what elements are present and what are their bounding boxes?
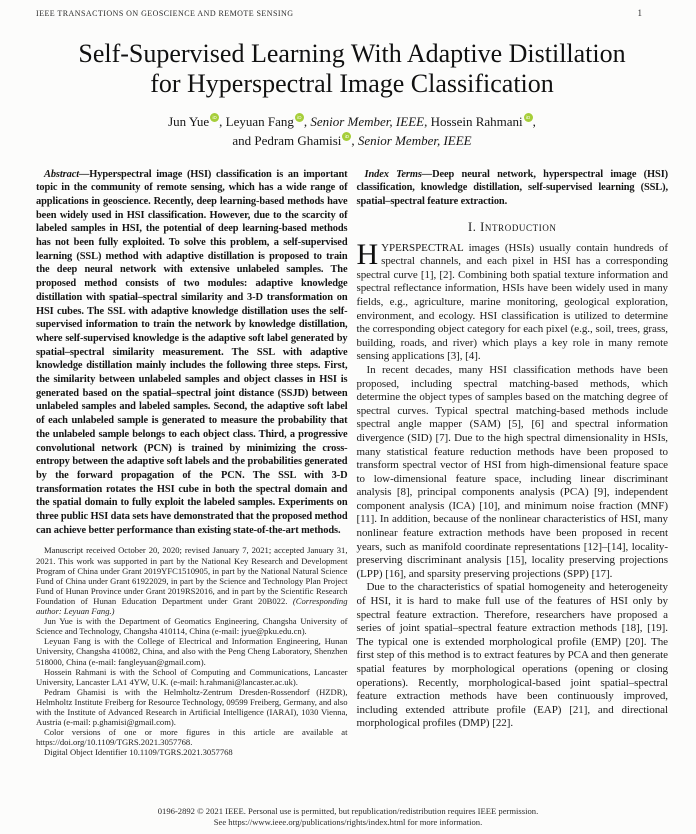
right-column [357, 168, 669, 758]
abstract [36, 168, 348, 538]
author-jun-yue: Jun Yue [168, 113, 210, 129]
author-pedram-ghamisi: and Pedram Ghamisi [232, 132, 342, 148]
index-terms [357, 168, 669, 209]
running-header [36, 8, 668, 18]
index-terms-text: Deep neural network, hyperspectral image (HSI) classification, knowledge distillation, self-supervised learning (SSL), spatial–spectral feature extraction. [356, 168, 669, 207]
index-terms-label: Index Terms— [364, 168, 433, 180]
author-separator: , [219, 113, 226, 129]
intro-paragraph-1-text: YPERSPECTRAL images (HSIs) usually contain hundreds of spectral channels, and each pixel in HSI has a corresponding spectral curve [1], [2]. Combining both spatial texture information and spectral reflectance information, HSIs have been widely used in many fields, e.g., agriculture, marine monitoring, geological exploration, environment, and ecology. HSI classification is utilized to determine the corresponding object category for each pixel (e.g., soil, trees, grass, building, roads, and river) which plays a key role in many remote sensing applications [3], [4]. [356, 241, 668, 363]
orcid-id-glyph: iD [297, 114, 302, 120]
member-title: Senior Member, IEEE [310, 113, 425, 129]
corresponding-author-note: (Corresponding author: Leyuan Fang.) [36, 595, 348, 617]
paper-title [42, 39, 662, 100]
title-line-2: for Hyperspectral Image Classification [150, 69, 554, 99]
section-heading-introduction: I. Introduction [467, 219, 557, 234]
orcid-id-glyph: iD [344, 133, 350, 139]
author-separator: , [532, 113, 536, 129]
intro-paragraph-1 [356, 237, 669, 364]
dropcap-letter: H [356, 237, 379, 271]
footnote-funding [36, 545, 348, 616]
footnote-color-versions: Color versions of one or more figures in this article are available at https://doi.org/10.1109/TGRS.2021.3057768. [36, 727, 348, 748]
footnote-affiliation-hossein-rahmani: Hossein Rahmani is with the School of Computing and Communications, Lancaster University, Lancaster LA1 4YW, U.K. (e-mail: h.rahmani@lancaster.ac.uk). [36, 666, 348, 687]
author-separator: , [424, 113, 431, 129]
orcid-id-glyph: iD [212, 114, 217, 120]
author-leyuan-fang: Leyuan Fang [225, 113, 294, 129]
copyright-line-2: See https://www.ieee.org/publications/rights/index.html for more information. [213, 817, 483, 827]
author-block [36, 113, 668, 151]
orcid-icon[interactable] [524, 113, 533, 122]
abstract-label: Abstract— [44, 168, 90, 180]
two-column-body [36, 168, 668, 758]
abstract-text: Hyperspectral image (HSI) classification is an important topic in the community of remote sensing, which has a wide range of applications in geoscience. Recently, deep learning-based methods have been widely used in HSI classification. However, due to the scarcity of labeled samples in HSI, the potential of deep learning-based methods has not been fully exploited. To solve this problem, a self-supervised learning (SSL) method with adaptive distillation is proposed to train the deep neural network with extensive unlabeled samples. The proposed method consists of two modules: adaptive knowledge distillation with spatial–spectral similarity and 3-D transformation on HSI cubes. The SSL with adaptive knowledge distillation uses the self-supervised information to train the network by knowledge distillation, where self-supervised knowledge is the adaptive soft label generated by spatial–spectral similarity measurement. The SSL with adaptive knowledge distillation mainly includes the following three steps. First, the similarity between unlabeled samples and object classes in HSI is generated based on the spatial–spectral joint distance (SSJD) between unlabeled samples and labeled samples. Second, the adaptive soft label of each unlabeled sample is generated to measure the probability that the unlabeled sample belongs to each object class. Third, a progressive convolutional network (PCN) is trained by minimizing the cross-entropy between the adaptive soft labels and the probabilities generated by the forward propagation of the PCN. The SSL with 3-D transformation rotates the HSI cube in both the spectral domain and the spatial domain to fully exploit the labeled samples. Experiments on three public HSI data sets have demonstrated that the proposed method can achieve better performance than existing state-of-the-art methods. [36, 168, 348, 536]
footnote-affiliation-jun-yue: Jun Yue is with the Department of Geomatics Engineering, Changsha University of Science and Technology, Changsha 410114, China (e-mail: jyue@pku.edu.cn). [36, 616, 348, 637]
title-line-1: Self-Supervised Learning With Adaptive Distillation [78, 39, 626, 68]
author-hossein-rahmani: Hossein Rahmani [430, 113, 523, 129]
author-separator: , [351, 132, 358, 148]
footnote-funding-text: Manuscript received October 20, 2020; revised January 7, 2021; accepted January 31, 2021. This work was supported in part by the National Key Research and Development Program of China under Grant 2019YFC1510905, in part by the National Natural Science Fund of China under Grant 61922029, in part by the Science and Technology Plan Project Fund of Hunan Province under Grant 2019RS2016, and in part by the Scientific Research Foundation of Hunan Education Department under Grant 20B022. [36, 545, 348, 606]
orcid-id-glyph: iD [526, 114, 531, 120]
footnote-doi: Digital Object Identifier 10.1109/TGRS.2021.3057768 [44, 747, 233, 758]
footnote-affiliation-pedram-ghamisi: Pedram Ghamisi is with the Helmholtz-Zentrum Dresden-Rossendorf (HZDR), Helmholtz Institute Freiberg for Resource Technology, 09599 Freiberg, Germany, and also with the Institute of Advanced Research in Artificial Intelligence (IARAI), 1030 Vienna, Austria (e-mail: p.ghamisi@gmail.com). [36, 686, 348, 728]
page-number: 1 [637, 8, 642, 18]
author-line-2 [36, 132, 668, 151]
orcid-icon[interactable] [210, 113, 219, 122]
journal-name: IEEE TRANSACTIONS ON GEOSCIENCE AND REMOTE SENSING [36, 9, 294, 18]
intro-paragraph-3: Due to the characteristics of spatial homogeneity and heterogeneity of HSI, it is hard to make full use of the features of HSI only by spectral feature extraction. Therefore, researchers have proposed a series of joint spatial–spectral feature extraction methods [18], [19]. The typical one is extended morphological profile (EMP) [20]. The first step of this method is to extract features by PCA and then generate spatial features by morphological operations (opening or closing operations). Recently, morphological-based joint spatial–spectral feature extraction methods have been continuously improved, including extended attribute profile (EAP) [21], and directional morphological profiles (DMP) [22]. [356, 581, 668, 730]
member-title: Senior Member, IEEE [357, 132, 472, 148]
left-column [36, 168, 348, 758]
footnote-affiliation-leyuan-fang: Leyuan Fang is with the College of Electrical and Information Engineering, Hunan University, Changsha 410082, China, and also with the Peng Cheng Laboratory, Shenzhen 518000, China (e-mail: fangleyuan@gmail.com). [36, 636, 348, 667]
copyright-footer [0, 806, 696, 828]
intro-paragraph-2: In recent decades, many HSI classification methods have been proposed, including spectral matching-based methods, which determine the object types of samples based on the matching degree of spectral curves. Typical spectral matching-based methods include spectral angle mapper (SAM) [5], [6] and spectral information divergence (SID) [7]. Due to the high spectral dimensionality in HSIs, many statistical feature reduction methods have been proposed to transform spectral vector of HSI from high-dimensional feature space to low-dimensional feature space, including linear discriminant analysis [8], principal components analysis (PCA) [9], independent component analysis (ICA) [10], and minimum noise fraction (MNF) [11]. In addition, because of the nonlinear characteristics of HSI, many nonlinear feature extraction methods have been proposed in recent years, such as manifold coordinate representations [12]–[14], locality-preserving discriminant analysis [15], locality preserving projections (LPP) [16], and sparsity preserving projections (SPP) [17]. [356, 363, 668, 580]
author-line-1 [36, 113, 668, 132]
first-page-footnotes [36, 545, 348, 757]
orcid-icon[interactable] [295, 113, 304, 122]
copyright-line-1: 0196-2892 © 2021 IEEE. Personal use is permitted, but republication/redistribution requires IEEE permission. [157, 806, 539, 816]
author-separator: , [303, 113, 311, 129]
